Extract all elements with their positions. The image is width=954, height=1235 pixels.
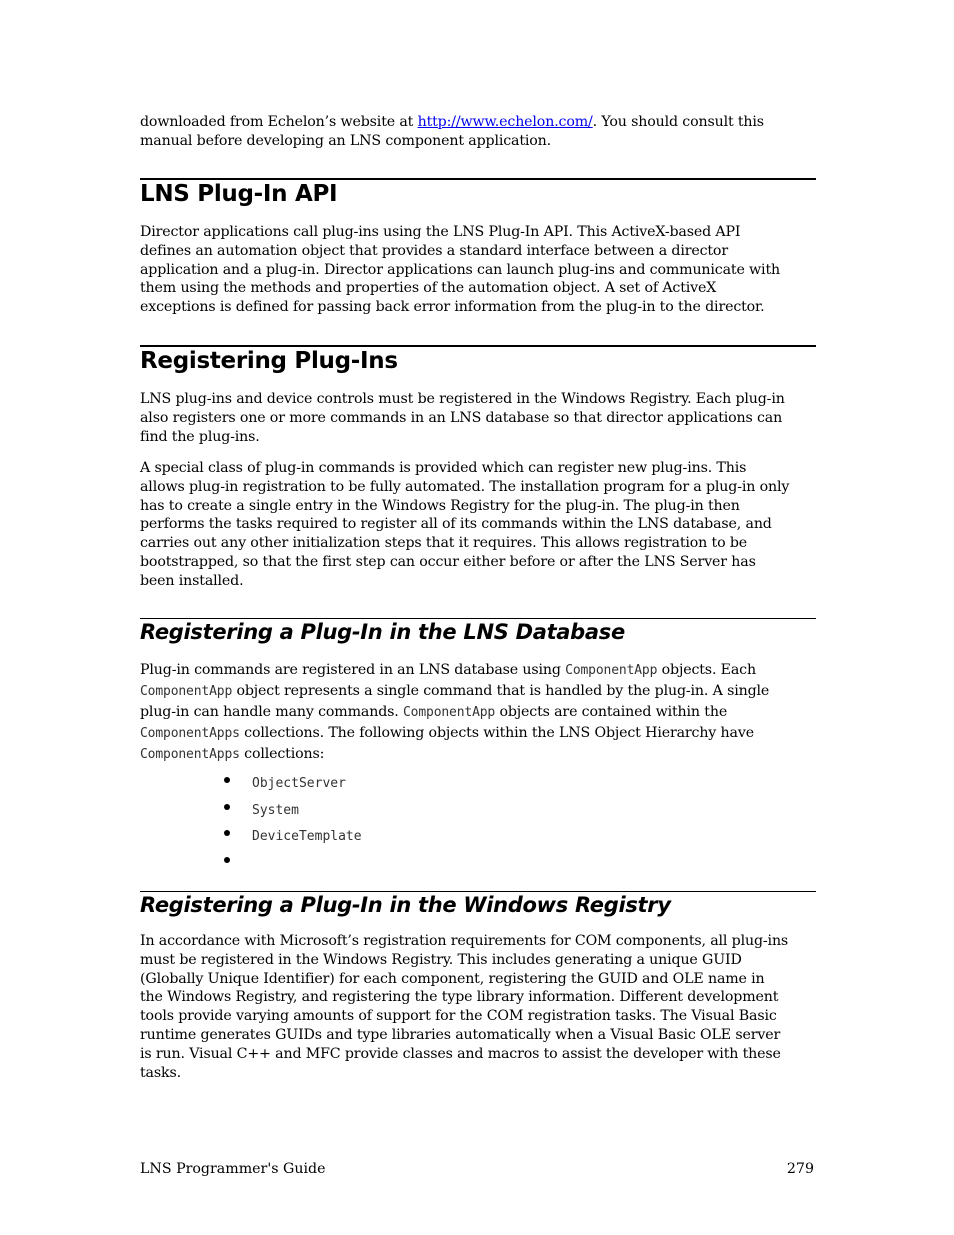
- section-divider: [140, 345, 816, 347]
- intro-paragraph: [140, 113, 790, 151]
- intro-text: downloaded from Echelon’s website at: [140, 114, 418, 130]
- bullet-icon: [224, 777, 230, 783]
- list-item-label: DeviceTemplate: [252, 829, 362, 844]
- code-componentapp: ComponentApp: [565, 663, 658, 678]
- subsection-heading-lns-database: Registering a Plug-In in the LNS Database: [140, 620, 625, 644]
- subsection-divider: [140, 618, 816, 619]
- echelon-website-link[interactable]: http://www.echelon.com/: [417, 114, 593, 130]
- code-componentapp: ComponentApp: [402, 705, 496, 720]
- registering-paragraph-1: LNS plug-ins and device controls must be registered in the Windows Registry. Each plug-in also registers one or more commands in an LNS database so that director applications can find the plug-ins.: [140, 391, 785, 445]
- list-item: [222, 854, 362, 881]
- registering-paragraph-2: A special class of plug-in commands is provided which can register new plug-ins. This allows plug-in registration to be fully automated. The installation program for a plug-in only has to create a single entry in the Windows Registry for the plug-in. The plug-in then performs the tasks required to register all of its commands within the LNS database, and carries out any other initialization steps that it requires. This allows registration to be bootstrapped, so that the first step can occur either before or after the LNS Server has been installed.: [140, 460, 790, 589]
- subsection-heading-windows-registry: Registering a Plug-In in the Windows Registry: [140, 893, 671, 917]
- code-componentapps: ComponentApps: [140, 747, 240, 762]
- list-item: [222, 827, 362, 854]
- component-apps-object-list: [222, 774, 362, 880]
- list-item: [222, 801, 362, 828]
- bullet-icon: [224, 804, 230, 810]
- lns-database-paragraph: Plug-in commands are registered in an LNS database using ComponentApp objects. Each ComponentApp object represents a single command that is handled by the plug-in. A single plug-in can handle many commands. ComponentApp objects are contained within the ComponentApps collections. The following objects within the LNS Object Hierarchy have ComponentApps collections:: [140, 662, 770, 762]
- list-item-label: ObjectServer: [252, 776, 346, 791]
- intro-text-continued: . You should consult this manual before developing an LNS component application.: [140, 114, 764, 149]
- bullet-icon: [224, 857, 230, 863]
- code-componentapps: ComponentApps: [140, 726, 240, 741]
- list-item-label: System: [252, 802, 299, 818]
- windows-registry-paragraph: In accordance with Microsoft’s registration requirements for COM components, all plug-ins must be registered in the Windows Registry. This includes generating a unique GUID (Globally Unique Identifier) for each component, registering the GUID and OLE name in the Windows Registry, and registering the type library information. Different development tools provide varying amounts of support for the COM registration tasks. The Visual Basic runtime generates GUIDs and type libraries automatically when a Visual Basic OLE server is run. Visual C++ and MFC provide classes and macros to assist the developer with these tasks.: [140, 933, 789, 1081]
- plugin-api-paragraph: Director applications call plug-ins using the LNS Plug-In API. This ActiveX-based API defines an automation object that provides a standard interface between a director application and a plug-in. Director applications can launch plug-ins and communicate with them using the methods and properties of the automation object. A set of ActiveX exceptions is defined for passing back error information from the plug-in to the director.: [140, 224, 780, 316]
- section-heading-plugin-api: LNS Plug-In API: [140, 181, 338, 207]
- footer-title: LNS Programmer's Guide: [140, 1161, 326, 1177]
- code-componentapp: ComponentApp: [140, 684, 233, 699]
- list-item: [222, 774, 362, 801]
- footer-page-number: 279: [786, 1161, 814, 1177]
- subsection-divider: [140, 891, 816, 892]
- section-heading-registering: Registering Plug-Ins: [140, 348, 398, 374]
- bullet-icon: [224, 830, 230, 836]
- section-divider: [140, 178, 816, 180]
